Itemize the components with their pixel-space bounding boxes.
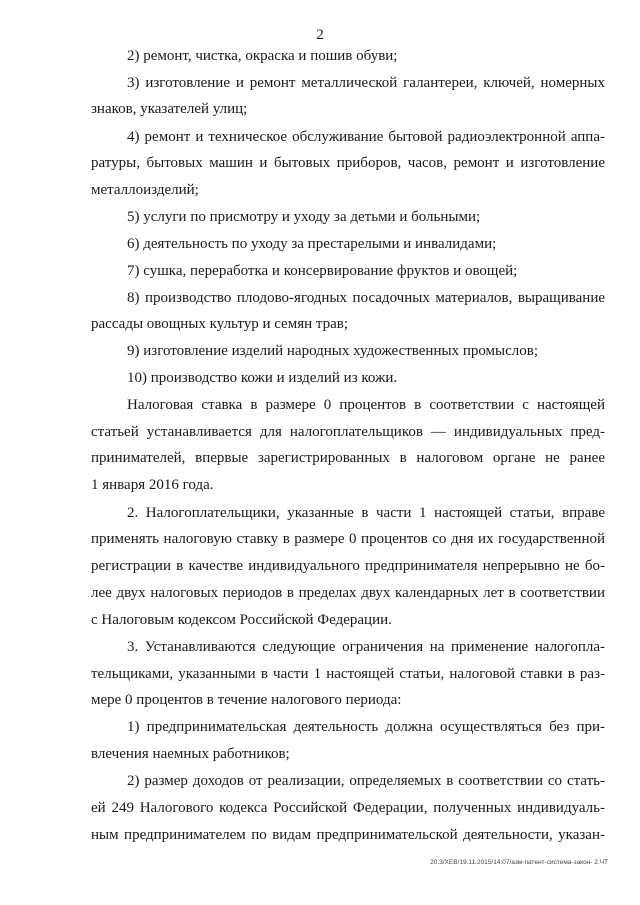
paragraph-3-line-2: тельщиками, указанными в части 1 настоящей статьи, налоговой ставки в раз- xyxy=(91,666,605,682)
list-item-5: 5) услуги по присмотру и уходу за детьми и больными; xyxy=(127,209,481,225)
paragraph-3-line-3: мере 0 процентов в течение налогового периода: xyxy=(91,692,402,708)
paragraph-2-line-3: регистрации в качестве индивидуального предпринимателя непрерывно не бо- xyxy=(91,558,605,574)
sub-item-2-line-1: 2) размер доходов от реализации, определяемых в соответствии со стать- xyxy=(127,773,605,789)
list-item-4-line-1: 4) ремонт и техническое обслуживание бытовой радиоэлектронной аппа- xyxy=(127,129,605,145)
list-item-9: 9) изготовление изделий народных художественных промыслов; xyxy=(127,343,539,359)
list-item-10: 10) производство кожи и изделий из кожи. xyxy=(127,370,398,386)
paragraph-rate-line-1: Налоговая ставка в размере 0 процентов в соответствии с настоящей xyxy=(127,397,605,413)
list-item-8-line-2: рассады овощных культур и семян трав; xyxy=(91,316,349,332)
sub-item-1-line-1: 1) предпринимательская деятельность должна осуществляться без при- xyxy=(127,719,605,735)
list-item-4-line-2: ратуры, бытовых машин и бытовых приборов, часов, ремонт и изготовление xyxy=(91,155,605,171)
paragraph-2-line-1: 2. Налогоплательщики, указанные в части 1 настоящей статьи, вправе xyxy=(127,505,605,521)
sub-item-2-line-2: ей 249 Налогового кодекса Российской Федерации, полученных индивидуаль- xyxy=(91,800,605,816)
paragraph-2-line-4: лее двух налоговых периодов в пределах двух календарных лет в соответствии xyxy=(91,585,605,601)
sub-item-2-line-3: ным предпринимателем по видам предпринимательской деятельности, указан- xyxy=(91,827,605,843)
list-item-7: 7) сушка, переработка и консервирование фруктов и овощей; xyxy=(127,263,518,279)
list-item-8-line-1: 8) производство плодово-ягодных посадочных материалов, выращивание xyxy=(127,290,605,306)
page-number: 2 xyxy=(316,27,324,43)
document-footer-code: 20.3/ХЕВ/19.11.2015/14:07/азм-патент-система-закон- 2.ЧТ xyxy=(430,859,608,866)
list-item-6: 6) деятельность по уходу за престарелыми и инвалидами; xyxy=(127,236,497,252)
paragraph-rate-line-3: принимателей, впервые зарегистрированных в налоговом органе не ранее xyxy=(91,450,605,466)
list-item-4-line-3: металлоизделий; xyxy=(91,182,199,198)
paragraph-2-line-2: применять налоговую ставку в размере 0 процентов со дня их государственной xyxy=(91,531,605,547)
list-item-2: 2) ремонт, чистка, окраска и пошив обуви; xyxy=(127,48,398,64)
sub-item-1-line-2: влечения наемных работников; xyxy=(91,746,290,762)
list-item-3-line-1: 3) изготовление и ремонт металлической галантереи, ключей, номерных xyxy=(127,75,605,91)
paragraph-3-line-1: 3. Устанавливаются следующие ограничения на применение налогопла- xyxy=(127,639,605,655)
paragraph-rate-line-4: 1 января 2016 года. xyxy=(91,477,214,493)
paragraph-2-line-5: с Налоговым кодексом Российской Федерации. xyxy=(91,612,392,628)
paragraph-rate-line-2: статьей устанавливается для налогоплательщиков — индивидуальных пред- xyxy=(91,424,605,440)
list-item-3-line-2: знаков, указателей улиц; xyxy=(91,101,248,117)
